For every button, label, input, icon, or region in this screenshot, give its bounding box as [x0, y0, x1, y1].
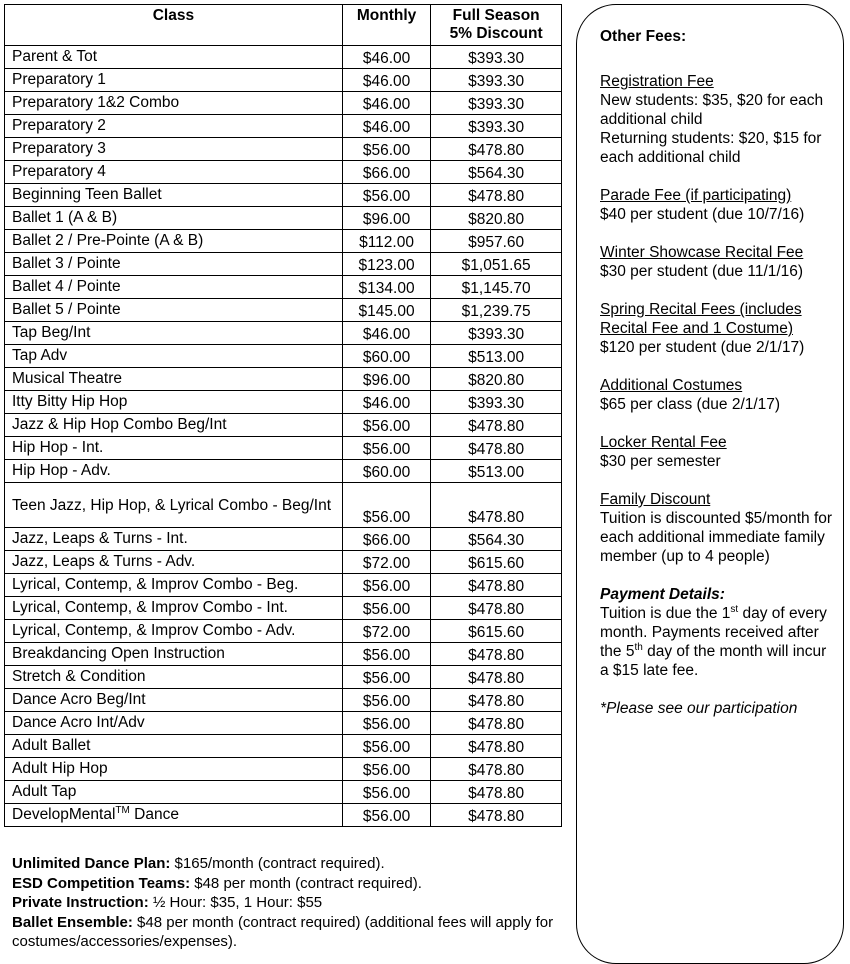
class-name-cell: Musical Theatre: [5, 368, 343, 391]
class-name-cell: Jazz, Leaps & Turns - Adv.: [5, 551, 343, 574]
monthly-price-cell: $72.00: [342, 620, 430, 643]
footer-notes: [12, 854, 567, 952]
class-name-cell: Adult Hip Hop: [5, 758, 343, 781]
class-name-cell: Ballet 1 (A & B): [5, 207, 343, 230]
monthly-price-cell: $123.00: [342, 253, 430, 276]
full-season-price-cell: $393.30: [431, 69, 562, 92]
class-name-cell: Dance Acro Int/Adv: [5, 712, 343, 735]
fee-section: [600, 376, 833, 414]
full-season-price-cell: $393.30: [431, 322, 562, 345]
table-row: [5, 414, 562, 437]
class-name-cell: Ballet 3 / Pointe: [5, 253, 343, 276]
table-row: [5, 620, 562, 643]
class-name-cell: Teen Jazz, Hip Hop, & Lyrical Combo - Beg/Int: [5, 483, 343, 528]
footer-note: ESD Competition Teams: $48 per month (contract required).: [12, 874, 422, 892]
class-name-cell: Beginning Teen Ballet: [5, 184, 343, 207]
table-row: [5, 299, 562, 322]
fee-section: [600, 300, 833, 357]
class-name-cell: Hip Hop - Adv.: [5, 460, 343, 483]
table-row: [5, 735, 562, 758]
fee-heading: Locker Rental Fee: [600, 434, 727, 451]
class-name-cell: Adult Ballet: [5, 735, 343, 758]
fee-heading: Spring Recital Fees (includes Recital Fee and 1 Costume): [600, 301, 802, 337]
full-season-price-cell: $478.80: [431, 437, 562, 460]
fee-detail: Tuition is discounted $5/month for each additional immediate family member (up to 4 people): [600, 510, 833, 565]
fee-detail: $40 per student (due 10/7/16): [600, 206, 805, 223]
full-season-price-cell: $513.00: [431, 460, 562, 483]
full-season-price-cell: $478.80: [431, 712, 562, 735]
full-season-price-cell: $615.60: [431, 551, 562, 574]
table-row: [5, 207, 562, 230]
fee-detail: $120 per student (due 2/1/17): [600, 339, 805, 356]
table-row: [5, 643, 562, 666]
full-season-price-cell: $478.80: [431, 758, 562, 781]
full-season-price-cell: $478.80: [431, 597, 562, 620]
full-season-price-cell: $820.80: [431, 368, 562, 391]
table-row: [5, 184, 562, 207]
class-name-cell: Tap Beg/Int: [5, 322, 343, 345]
full-season-price-cell: $478.80: [431, 735, 562, 758]
table-row: [5, 781, 562, 804]
full-season-price-cell: $564.30: [431, 161, 562, 184]
table-row: [5, 92, 562, 115]
table-row: [5, 368, 562, 391]
class-name-cell: Hip Hop - Int.: [5, 437, 343, 460]
table-row: [5, 253, 562, 276]
monthly-price-cell: $56.00: [342, 574, 430, 597]
class-name-cell: Preparatory 3: [5, 138, 343, 161]
full-season-price-cell: $478.80: [431, 184, 562, 207]
footer-note: Ballet Ensemble: $48 per month (contract required) (additional fees will apply for costumes/accessories/expenses).: [12, 913, 554, 950]
table-row: [5, 460, 562, 483]
monthly-price-cell: $56.00: [342, 483, 430, 528]
class-name-cell: Itty Bitty Hip Hop: [5, 391, 343, 414]
full-season-price-cell: $820.80: [431, 207, 562, 230]
table-row: [5, 69, 562, 92]
class-name-cell: DevelopMental™ Dance: [5, 804, 343, 827]
monthly-price-cell: $60.00: [342, 460, 430, 483]
fee-section: [600, 433, 833, 471]
monthly-price-cell: $46.00: [342, 322, 430, 345]
full-season-price-cell: $478.80: [431, 483, 562, 528]
table-row: [5, 345, 562, 368]
table-row: [5, 597, 562, 620]
class-name-cell: Parent & Tot: [5, 46, 343, 69]
full-season-price-cell: $393.30: [431, 115, 562, 138]
table-row: [5, 528, 562, 551]
table-row: [5, 322, 562, 345]
table-row: [5, 804, 562, 827]
monthly-price-cell: $134.00: [342, 276, 430, 299]
table-row: [5, 666, 562, 689]
class-name-cell: Dance Acro Beg/Int: [5, 689, 343, 712]
class-name-cell: Preparatory 4: [5, 161, 343, 184]
fee-heading: Winter Showcase Recital Fee: [600, 244, 804, 261]
full-season-price-cell: $478.80: [431, 643, 562, 666]
header-full-season: Full Season 5% Discount: [431, 5, 562, 46]
full-season-price-cell: $393.30: [431, 46, 562, 69]
monthly-price-cell: $56.00: [342, 184, 430, 207]
class-name-cell: Ballet 5 / Pointe: [5, 299, 343, 322]
class-name-cell: Ballet 2 / Pre-Pointe (A & B): [5, 230, 343, 253]
class-name-cell: Preparatory 1&2 Combo: [5, 92, 343, 115]
tuition-table: [4, 4, 562, 827]
table-row: [5, 758, 562, 781]
table-row: [5, 712, 562, 735]
class-name-cell: Stretch & Condition: [5, 666, 343, 689]
payment-details: [600, 585, 833, 680]
payment-details-title: Payment Details:: [600, 586, 725, 603]
class-name-cell: Lyrical, Contemp, & Improv Combo - Adv.: [5, 620, 343, 643]
class-name-cell: Jazz & Hip Hop Combo Beg/Int: [5, 414, 343, 437]
monthly-price-cell: $96.00: [342, 368, 430, 391]
monthly-price-cell: $66.00: [342, 161, 430, 184]
monthly-price-cell: $56.00: [342, 138, 430, 161]
header-class: Class: [5, 5, 343, 46]
monthly-price-cell: $46.00: [342, 46, 430, 69]
monthly-price-cell: $46.00: [342, 391, 430, 414]
full-season-price-cell: $393.30: [431, 92, 562, 115]
table-row: [5, 138, 562, 161]
monthly-price-cell: $56.00: [342, 437, 430, 460]
class-name-cell: Lyrical, Contemp, & Improv Combo - Int.: [5, 597, 343, 620]
monthly-price-cell: $56.00: [342, 758, 430, 781]
full-season-price-cell: $393.30: [431, 391, 562, 414]
full-season-price-cell: $615.60: [431, 620, 562, 643]
full-season-price-cell: $478.80: [431, 574, 562, 597]
table-row: [5, 46, 562, 69]
full-season-price-cell: $564.30: [431, 528, 562, 551]
monthly-price-cell: $56.00: [342, 689, 430, 712]
full-season-price-cell: $478.80: [431, 689, 562, 712]
footer-note: Unlimited Dance Plan: $165/month (contract required).: [12, 855, 385, 872]
monthly-price-cell: $56.00: [342, 643, 430, 666]
table-row: [5, 551, 562, 574]
class-name-cell: Breakdancing Open Instruction: [5, 643, 343, 666]
class-name-cell: Jazz, Leaps & Turns - Int.: [5, 528, 343, 551]
full-season-price-cell: $478.80: [431, 666, 562, 689]
fee-detail: New students: $35, $20 for each additional child: [600, 92, 824, 128]
participation-note: *Please see our participation: [600, 700, 798, 717]
class-name-cell: Preparatory 2: [5, 115, 343, 138]
header-monthly: Monthly: [342, 5, 430, 46]
other-fees-panel: [576, 4, 844, 964]
monthly-price-cell: $145.00: [342, 299, 430, 322]
monthly-price-cell: $56.00: [342, 735, 430, 758]
fee-detail: Returning students: $20, $15 for each additional child: [600, 130, 822, 166]
full-season-price-cell: $478.80: [431, 138, 562, 161]
fee-detail: $30 per student (due 11/1/16): [600, 263, 804, 280]
fee-section: [600, 72, 833, 167]
full-season-price-cell: $1,145.70: [431, 276, 562, 299]
monthly-price-cell: $60.00: [342, 345, 430, 368]
monthly-price-cell: $56.00: [342, 597, 430, 620]
payment-details-text: Tuition is due the 1st day of every month. Payments received after the 5th day of the month will incur a $15 late fee.: [600, 603, 827, 679]
table-row: [5, 689, 562, 712]
footer-note: Private Instruction: ½ Hour: $35, 1 Hour: $55: [12, 894, 323, 911]
class-name-cell: Lyrical, Contemp, & Improv Combo - Beg.: [5, 574, 343, 597]
monthly-price-cell: $72.00: [342, 551, 430, 574]
monthly-price-cell: $46.00: [342, 69, 430, 92]
monthly-price-cell: $46.00: [342, 92, 430, 115]
table-row: [5, 483, 562, 528]
fee-heading: Additional Costumes: [600, 377, 743, 394]
monthly-price-cell: $66.00: [342, 528, 430, 551]
table-row: [5, 437, 562, 460]
fee-heading: Parade Fee (if participating): [600, 187, 792, 204]
table-row: [5, 276, 562, 299]
full-season-price-cell: $1,239.75: [431, 299, 562, 322]
fee-section: [600, 490, 833, 566]
monthly-price-cell: $112.00: [342, 230, 430, 253]
table-row: [5, 161, 562, 184]
fee-section: [600, 186, 833, 224]
full-season-price-cell: $478.80: [431, 781, 562, 804]
full-season-price-cell: $478.80: [431, 414, 562, 437]
monthly-price-cell: $56.00: [342, 804, 430, 827]
monthly-price-cell: $56.00: [342, 414, 430, 437]
table-header-row: [5, 5, 562, 46]
table-row: [5, 574, 562, 597]
full-season-price-cell: $1,051.65: [431, 253, 562, 276]
class-name-cell: Ballet 4 / Pointe: [5, 276, 343, 299]
full-season-price-cell: $957.60: [431, 230, 562, 253]
monthly-price-cell: $96.00: [342, 207, 430, 230]
other-fees-title: Other Fees:: [600, 28, 687, 45]
fee-heading: Family Discount: [600, 491, 711, 508]
table-row: [5, 115, 562, 138]
monthly-price-cell: $56.00: [342, 666, 430, 689]
class-name-cell: Preparatory 1: [5, 69, 343, 92]
fee-detail: $65 per class (due 2/1/17): [600, 396, 781, 413]
fee-section: [600, 243, 833, 281]
fee-heading: Registration Fee: [600, 73, 714, 90]
class-name-cell: Adult Tap: [5, 781, 343, 804]
full-season-price-cell: $513.00: [431, 345, 562, 368]
table-row: [5, 391, 562, 414]
class-name-cell: Tap Adv: [5, 345, 343, 368]
full-season-price-cell: $478.80: [431, 804, 562, 827]
fee-detail: $30 per semester: [600, 453, 721, 470]
monthly-price-cell: $56.00: [342, 781, 430, 804]
table-row: [5, 230, 562, 253]
monthly-price-cell: $46.00: [342, 115, 430, 138]
monthly-price-cell: $56.00: [342, 712, 430, 735]
